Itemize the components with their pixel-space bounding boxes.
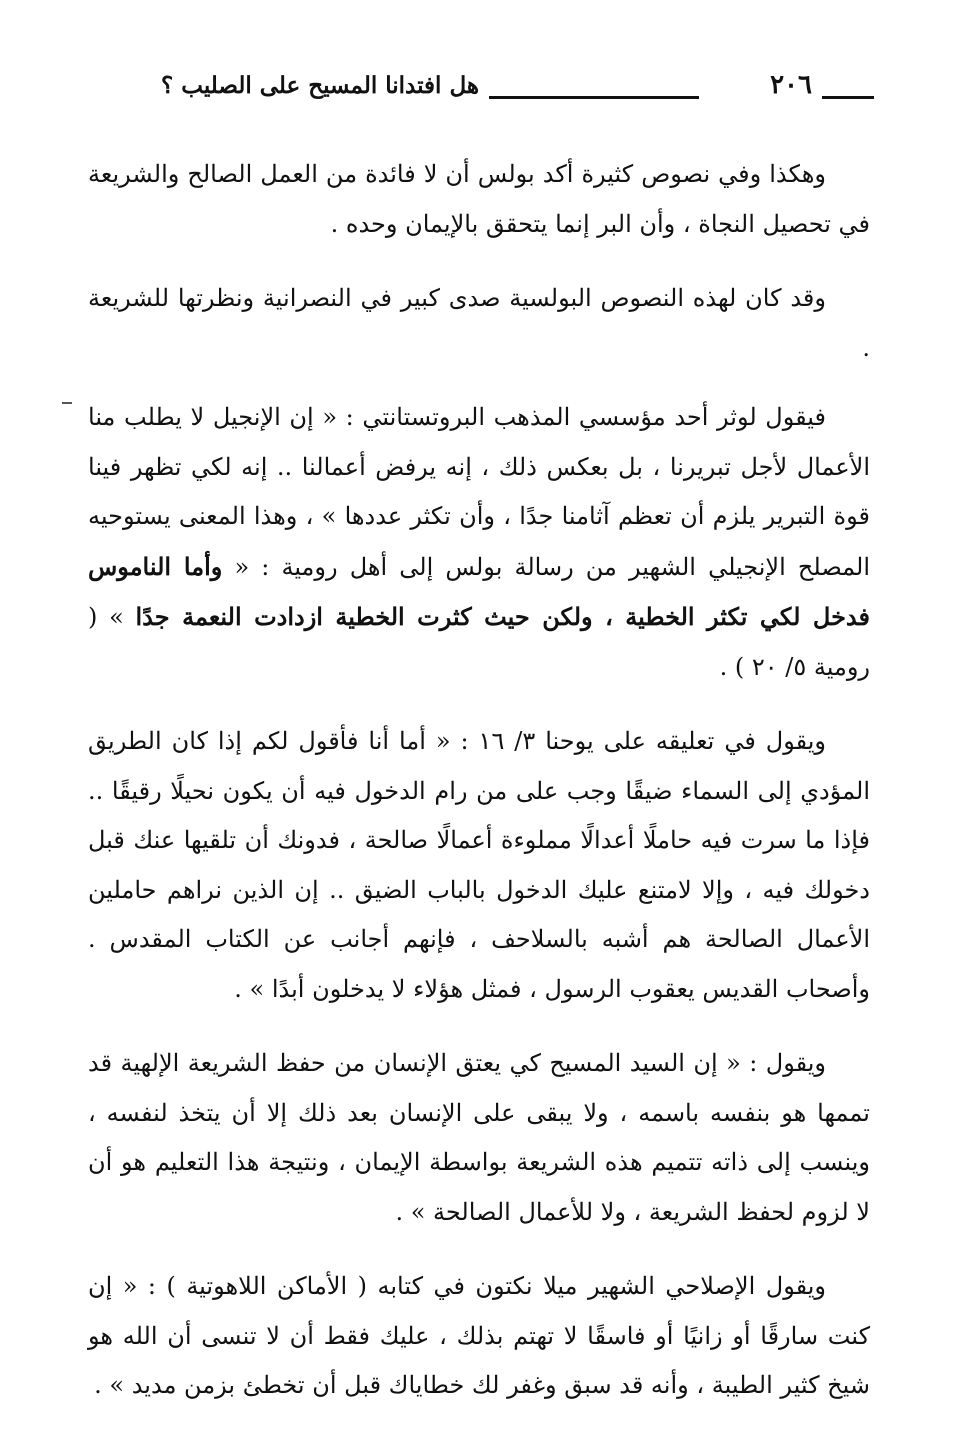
running-title: هل افتدانا المسيح على الصليب ؟	[161, 72, 479, 99]
body-text	[88, 150, 870, 1436]
paragraph-1: وهكذا وفي نصوص كثيرة أكد بولس أن لا فائدة من العمل الصالح والشريعة في تحصيل النجاة ، وأن البر إنما يتحقق بالإيمان وحده .	[88, 160, 870, 238]
header-rule-middle	[489, 96, 699, 99]
scan-mark	[62, 402, 72, 404]
paragraph-5: ويقول : « إن السيد المسيح كي يعتق الإنسان من حفظ الشريعة الإلهية قد تممها هو بنفسه باسمه ، ولا يبقى على الإنسان بعد ذلك إلا أن يتخذ لنفسه ، وينسب إلى ذاته تتميم هذه الشريعة بواسطة الإيمان ، ونتيجة هذا التعليم هو أن لا لزوم لحفظ الشريعة ، ولا للأعمال الصالحة » .	[88, 1049, 870, 1226]
paragraph-3-lead: فيقول لوثر أحد مؤسسي المذهب البروتستانتي : « إن الإنجيل لا يطلب منا الأعمال لأجل تبريرنا ، بل بعكس ذلك ، إنه يرفض أعمالنا .. إنه لكي تظهر فينا قوة التبرير يلزم أن تعظم آثامنا جدًا ، وأن تكثر عددها » ، وهذا المعنى يستوحيه المصلح الإنجيلي الشهير من رسالة بولس إلى أهل رومية : «	[88, 403, 871, 581]
paragraph-3-citation: » ( رومية ٥/ ٢٠ ) .	[88, 603, 870, 681]
paragraph-4: ويقول في تعليقه على يوحنا ٣/ ١٦ : « أما أنا فأقول لكم إذا كان الطريق المؤدي إلى السماء ضيقًا وجب على من رام الدخول فيه أن يكون نحيلًا رقيقًا .. فإذا ما سرت فيه حاملًا أعدالًا مملوءة أعمالًا صالحة ، فدونك أن تلقيها عنك قبل دخولك فيه ، وإلا لامتنع عليك الدخول بالباب الضيق .. إن الذين نراهم حاملين الأعمال الصالحة هم أشبه بالسلاحف ، فإنهم أجانب عن الكتاب المقدس . وأصحاب القديس يعقوب الرسول ، فمثل هؤلاء لا يدخلون أبدًا » .	[88, 727, 870, 1003]
page-header	[88, 70, 874, 110]
paragraph-6: ويقول الإصلاحي الشهير ميلا نكتون في كتابه ( الأماكن اللاهوتية ) : « إن كنت سارقًا أو زانيًا أو فاسقًا لا تهتم بذلك ، عليك فقط أن لا تنسى أن الله هو شيخ كثير الطيبة ، وأنه قد سبق وغفر لك خطاياك قبل أن تخطئ بزمن مديد » .	[88, 1272, 870, 1399]
header-rule-right	[822, 96, 874, 99]
quoted-verse-bold: وأما الناموس فدخل لكي تكثر الخطية ، ولكن حيث كثرت الخطية ازدادت النعمة جدًا	[88, 551, 870, 631]
paragraph-3	[88, 393, 870, 692]
paragraph-2: وقد كان لهذه النصوص البولسية صدى كبير في النصرانية ونظرتها للشريعة .	[88, 284, 870, 362]
page-number: ٢٠٦	[770, 70, 812, 100]
